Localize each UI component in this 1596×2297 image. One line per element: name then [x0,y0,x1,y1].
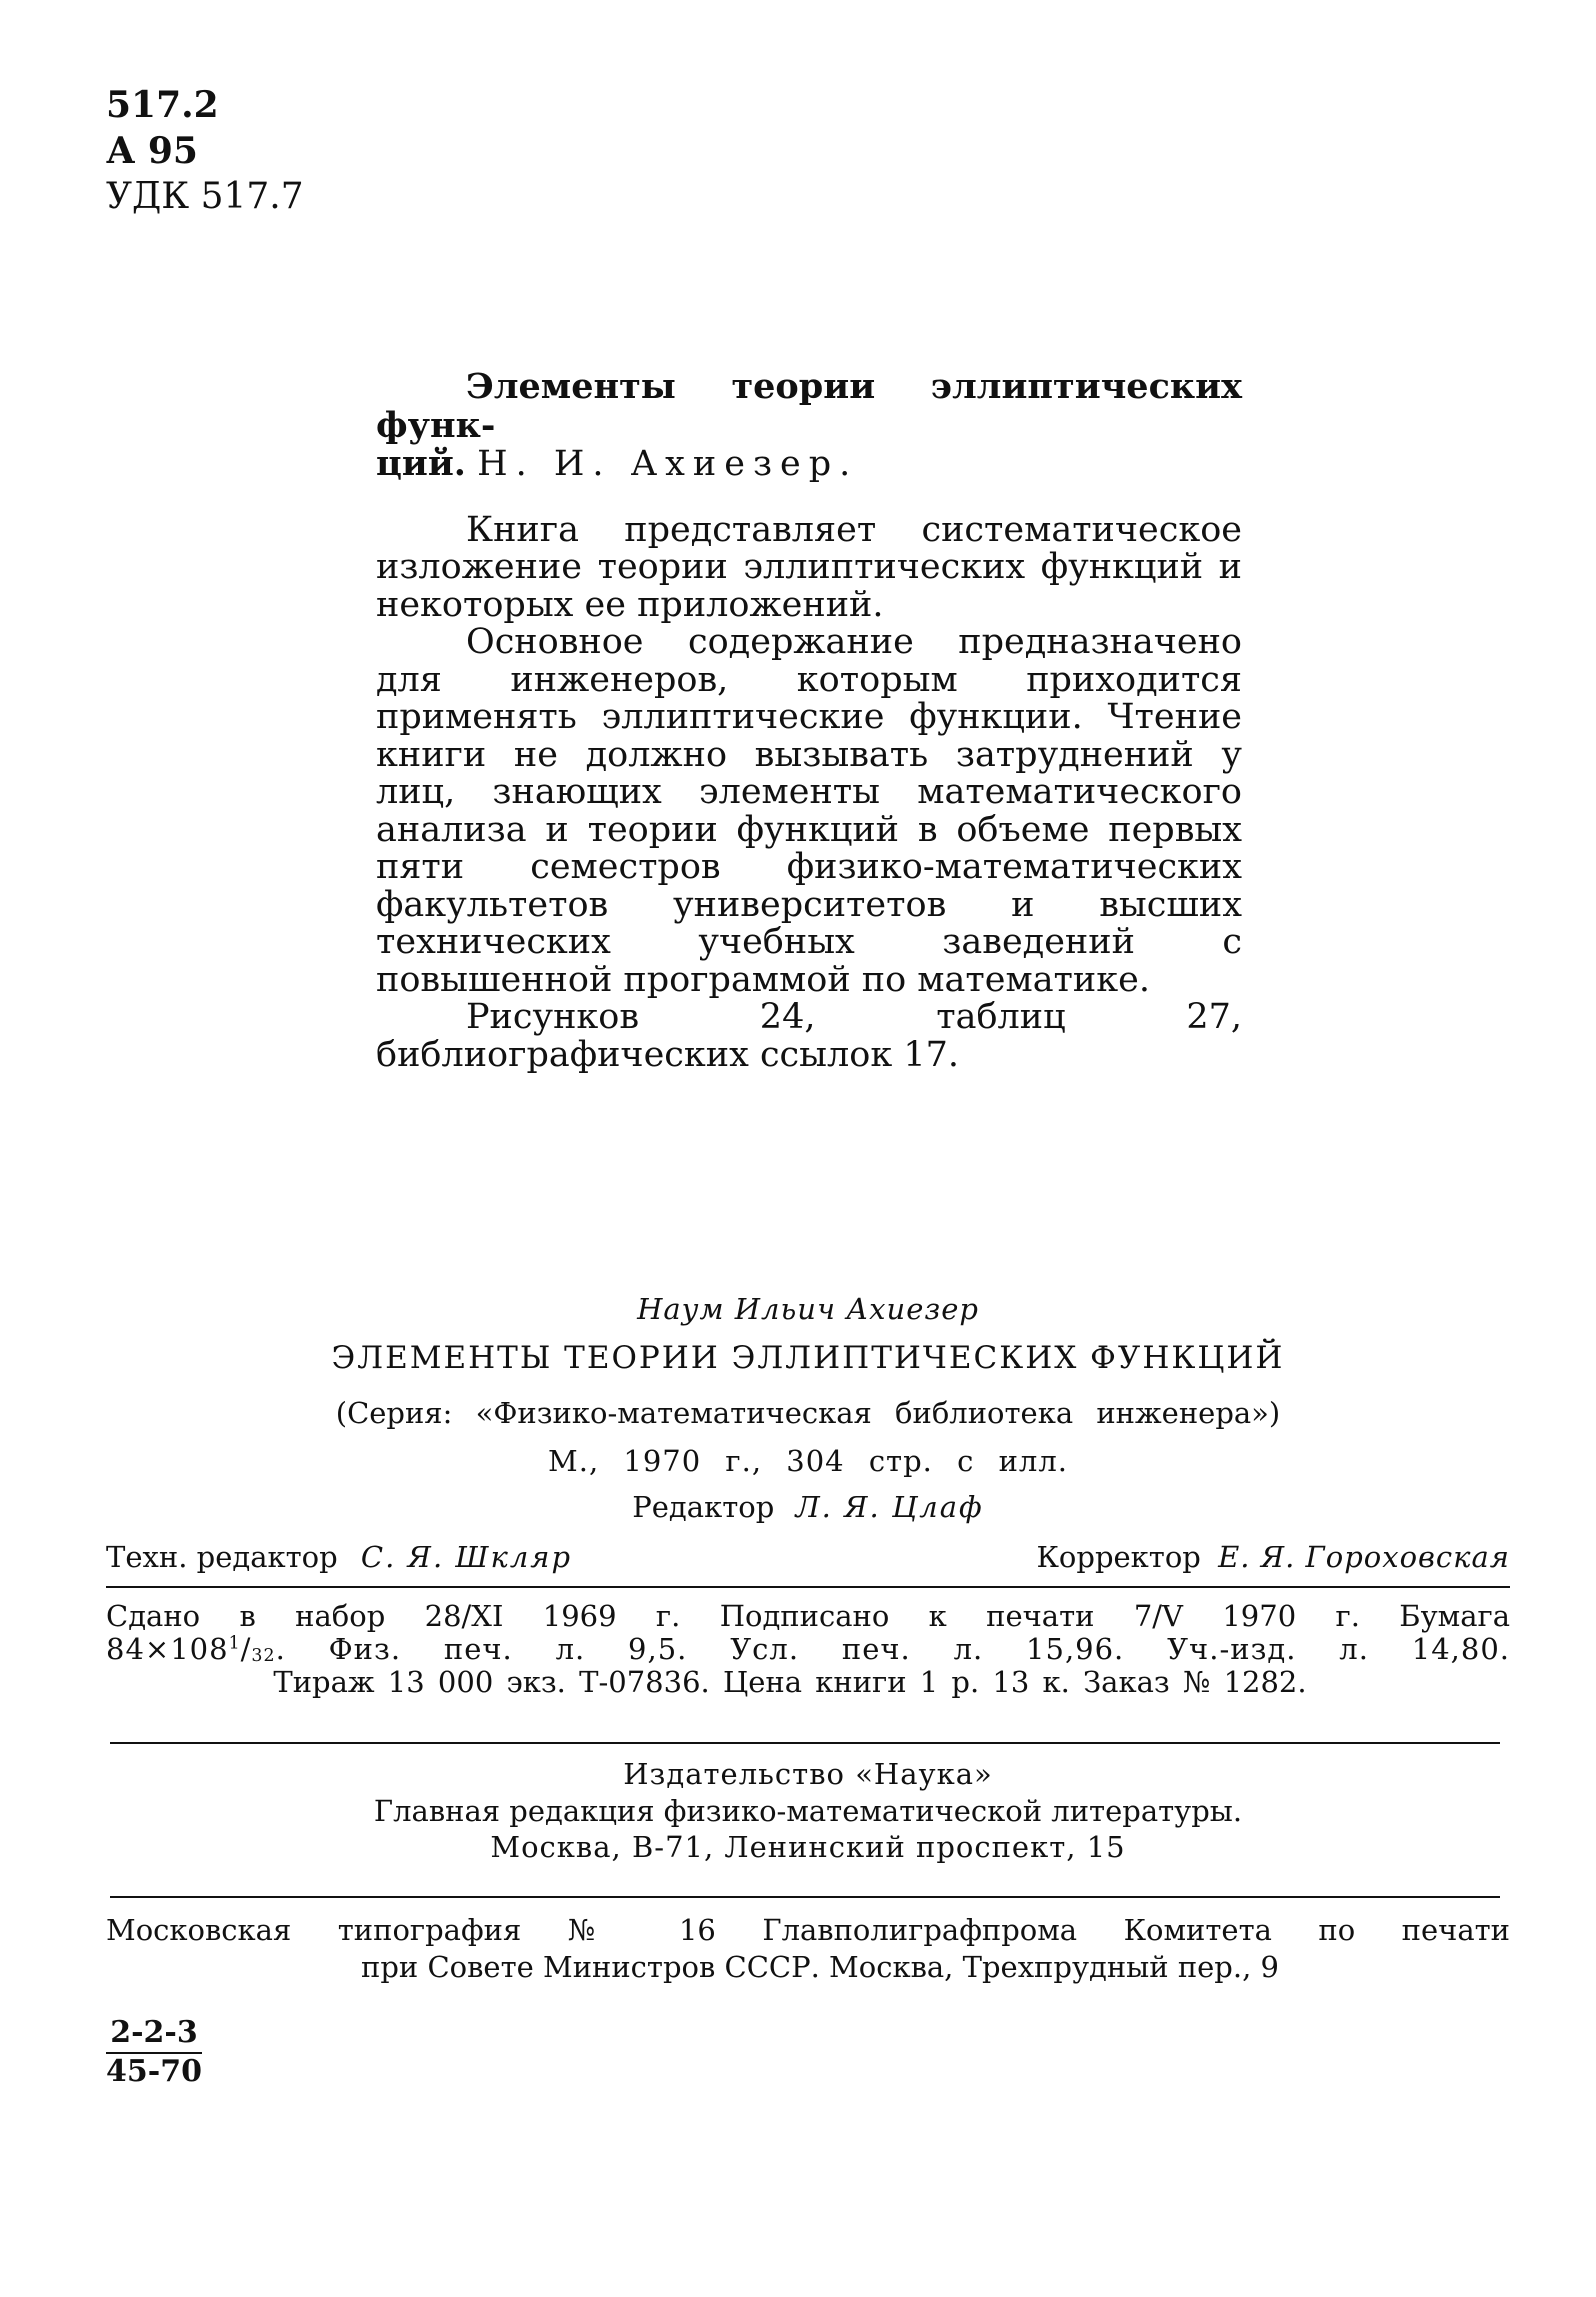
editor-label: Редактор [632,1490,775,1524]
paper-format: $84\times 108^1/_{32}$ [106,1632,276,1666]
tech-editor-label: Техн. редактор [106,1540,338,1574]
annotation-paragraph-3: Рисунков 24, таблиц 27, библиографических ссылок 17. [376,997,1242,1075]
proofreader-name: Е. Я. Гороховская [1218,1540,1510,1574]
printer-line-1: Московская типография № 16 Главполиграфпрома Комитета по печати [106,1913,1510,1947]
annotation-title-line2: ций. [376,443,466,484]
annotation-paragraph-2: Основное содержание предназначено для инженеров, которым приходится применять эллиптические функции. Чтение книги не должно вызывать затруднений у лиц, знающих элементы математического анализа и теории функций в объеме первых пяти семестров физико-математических факультетов университетов и высших технических учебных заведений с повышенной программой по математике. [376,622,1242,1000]
printer-info [106,1912,1510,1986]
index-code-denominator: 45-70 [106,2054,202,2089]
tech-editor [106,1540,572,1574]
imprint-author: Наум Ильич Ахиезер [637,1292,979,1326]
imprint-staff [106,1540,1510,1574]
annotation-paragraph-1: Книга представляет систематическое изложение теории эллиптических функций и некоторых ее приложений. [376,509,1242,625]
divider-rule [110,1896,1500,1898]
annotation-author: Н. И. Ахиезер. [477,444,859,484]
proofreader-label: Корректор [1036,1540,1201,1574]
publisher-address: Москва, В-71, Ленинский проспект, 15 [490,1830,1126,1864]
publisher-name: Издательство «Наука» [623,1757,993,1791]
tech-editor-name: С. Я. Шкляр [360,1540,573,1574]
print-info [106,1600,1510,1699]
divider-rule [110,1742,1500,1744]
print-info-line-2 [106,1633,1510,1666]
annotation-title-line1: Элементы теории эллиптических функ- [376,366,1242,446]
author-mark: А 95 [106,130,198,172]
imprint-book-title: ЭЛЕМЕНТЫ ТЕОРИИ ЭЛЛИПТИЧЕСКИХ ФУНКЦИЙ [331,1340,1285,1376]
print-info-line-3: Тираж 13 000 экз. Т-07836. Цена книги 1 р. 13 к. Заказ № 1282. [273,1665,1307,1699]
editor-name: Л. Я. Цлаф [795,1490,984,1524]
publisher-division: Главная редакция физико-математической литературы. [373,1794,1243,1828]
index-code [106,2015,202,2089]
bbk-code: 517.2 [106,84,219,126]
udk-code: УДК 517.7 [106,176,304,217]
annotation [376,368,1242,1074]
classification-codes [106,82,304,220]
imprint-editor [106,1490,1510,1524]
print-volume: . Физ. печ. л. 9,5. Усл. печ. л. 15,96. Уч.-изд. л. 14,80. [275,1632,1510,1666]
proofreader [1036,1540,1510,1574]
imprint-series: (Серия: «Физико-математическая библиотека инженера») [335,1396,1281,1430]
divider-rule [106,1586,1510,1588]
index-code-numerator: 2-2-3 [106,2015,202,2054]
imprint-publication: М., 1970 г., 304 стр. с илл. [548,1444,1068,1478]
printer-line-2: при Совете Министров СССР. Москва, Трехпрудный пер., 9 [361,1950,1279,1984]
annotation-heading [376,368,1242,484]
print-info-line-1: Сдано в набор 28/XI 1969 г. Подписано к печати 7/V 1970 г. Бумага [106,1599,1510,1633]
